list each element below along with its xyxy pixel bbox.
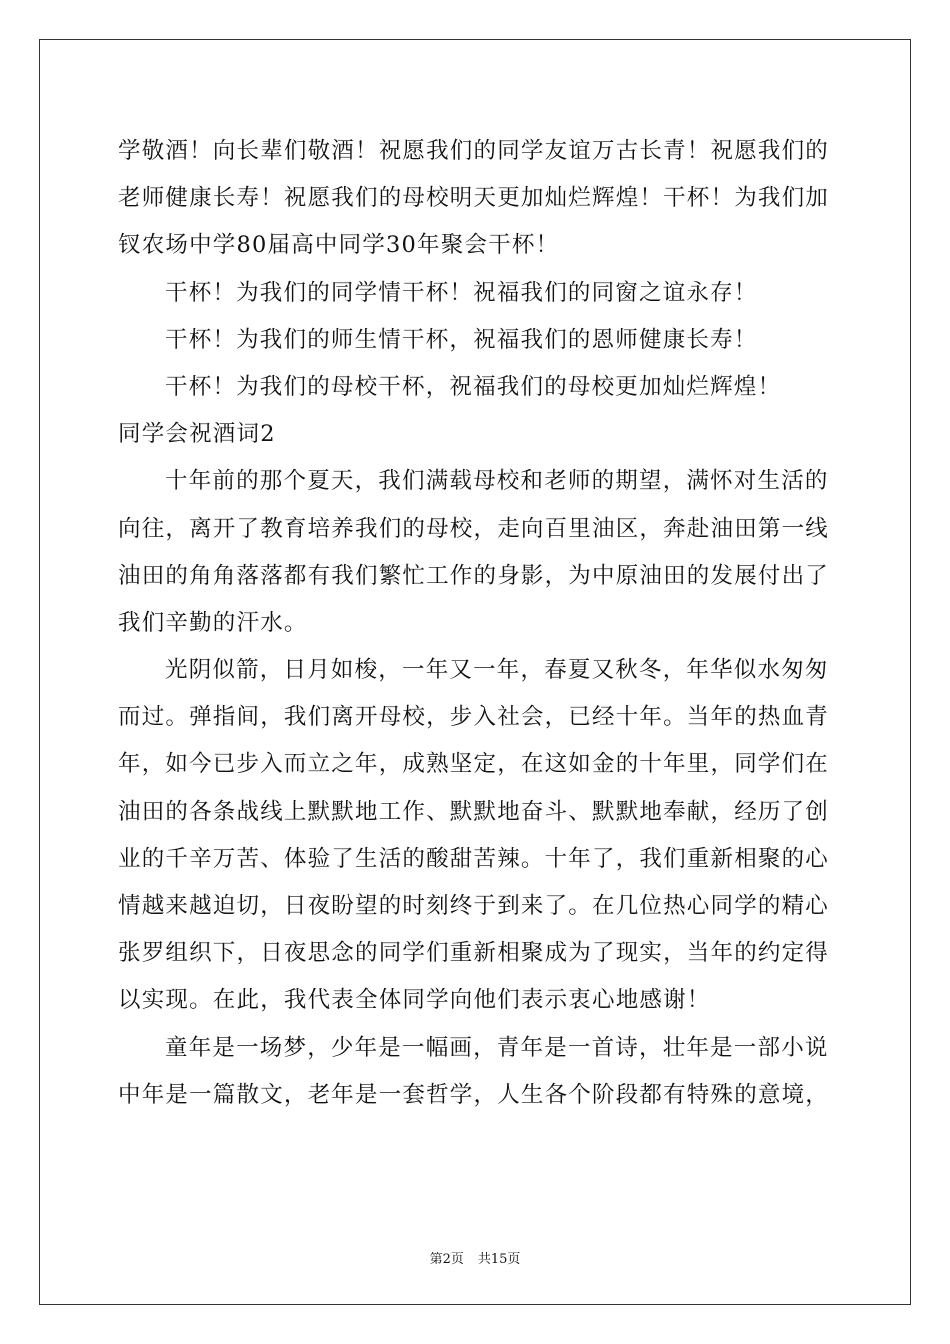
text-line: 油田的各条战线上默默地工作、默默地奋斗、默默地奉献，经历了创 — [118, 798, 830, 825]
text-line: 而过。弹指间，我们离开母校，步入社会，已经十年。当年的热血青 — [118, 704, 830, 731]
text-line: 以实现。在此，我代表全体同学向他们表示衷心地感谢！ — [118, 987, 711, 1014]
page-number: 第2页 — [429, 1252, 464, 1267]
document-body — [118, 128, 838, 1119]
text-line: 业的千辛万苦、体验了生活的酸甜苦辣。十年了，我们重新相聚的心 — [118, 845, 830, 872]
page-total: 共15页 — [477, 1252, 521, 1267]
text-line: 情越来越迫切，日夜盼望的时刻终于到来了。在几位热心同学的精心 — [118, 893, 830, 919]
text-line: 张罗组织下，日夜思念的同学们重新相聚成为了现实，当年的约定得 — [118, 940, 830, 967]
text-line: 学敬酒！向长辈们敬酒！祝愿我们的同学友谊万古长青！祝愿我们的 — [118, 138, 830, 164]
text-line: 十年前的那个夏天，我们满载母校和老师的期望，满怀对生活的 — [165, 468, 829, 495]
section-heading: 同学会祝酒词2 — [118, 421, 276, 448]
text-line: 老师健康长寿！祝愿我们的母校明天更加灿烂辉煌！干杯！为我们加 — [118, 185, 830, 212]
text-line: 干杯！为我们的母校干杯，祝福我们的母校更加灿烂辉煌！ — [165, 373, 782, 400]
text-line: 童年是一场梦，少年是一幅画，青年是一首诗，壮年是一部小说 — [165, 1034, 829, 1061]
text-line: 我们辛勤的汗水。 — [118, 609, 308, 636]
text-line: 年，如今已步入而立之年，成熟坚定，在这如金的十年里，同学们在 — [118, 751, 830, 778]
text-line: 干杯！为我们的师生情干杯，祝福我们的恩师健康长寿！ — [165, 326, 758, 353]
text-line: 光阴似箭，日月如梭，一年又一年，春夏又秋冬，年华似水匆匆 — [165, 657, 829, 684]
text-line: 钗农场中学80届高中同学30年聚会干杯！ — [118, 232, 560, 259]
text-line: 中年是一篇散文，老年是一套哲学，人生各个阶段都有特殊的意境， — [118, 1081, 830, 1108]
text-line: 向往，离开了教育培养我们的母校，走向百里油区，奔赴油田第一线 — [118, 515, 830, 542]
page-footer — [0, 1248, 950, 1267]
text-line: 油田的角角落落都有我们繁忙工作的身影，为中原油田的发展付出了 — [118, 562, 830, 589]
text-line: 干杯！为我们的同学情干杯！祝福我们的同窗之谊永存！ — [165, 279, 758, 306]
